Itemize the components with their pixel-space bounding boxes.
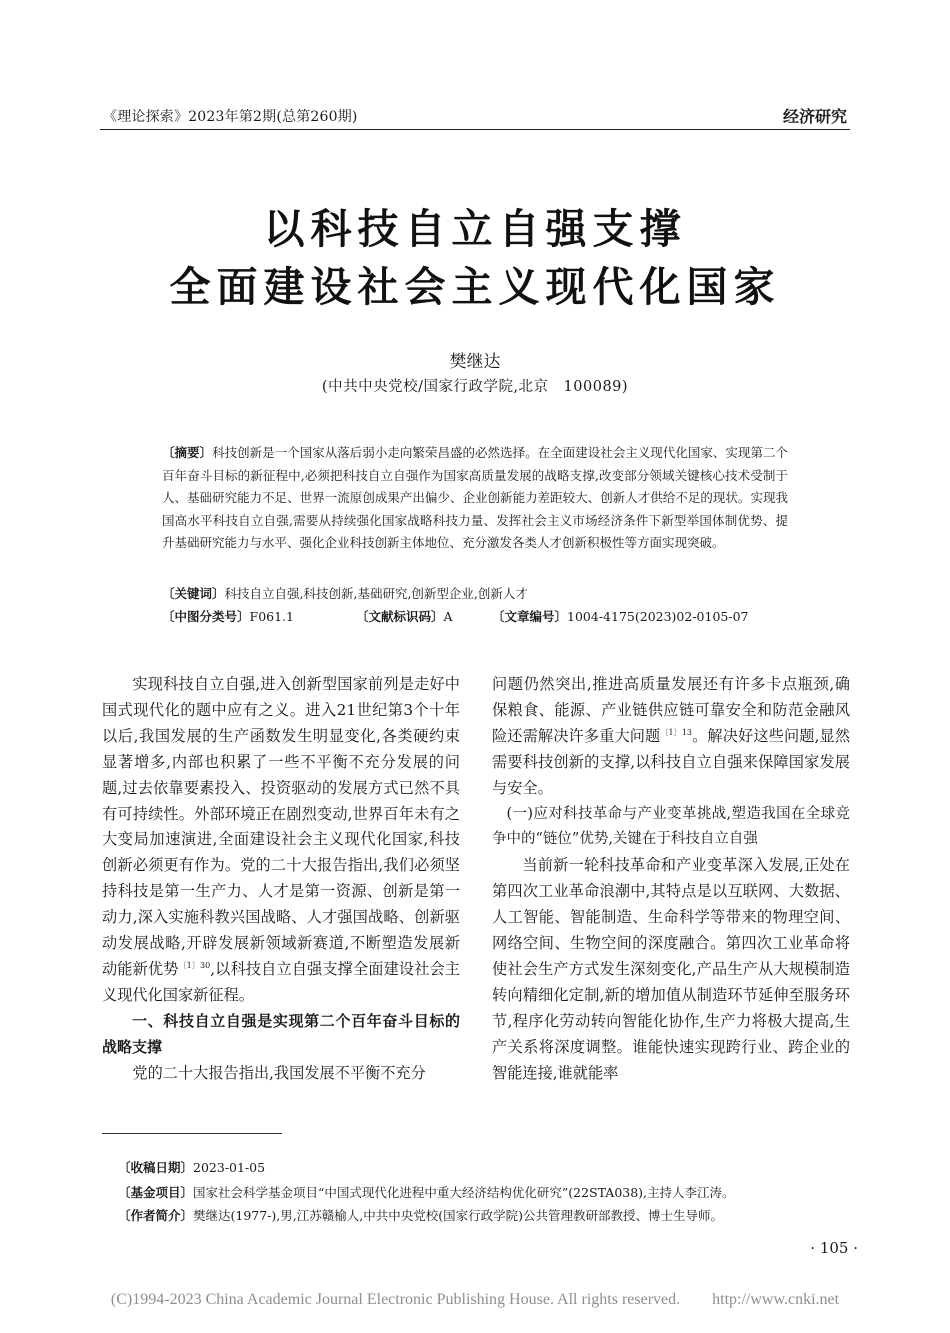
doc-value: A — [443, 609, 453, 624]
received-label: 〔收稿日期〕 — [118, 1160, 194, 1175]
doc-label: 〔文献标识码〕 — [356, 609, 444, 624]
article-title-line1: 以科技自立自强支撑 — [263, 205, 687, 253]
header-divider — [100, 129, 850, 130]
paragraph-text: 实现科技自立自强,进入创新型国家前列是走好中国式现代化的题中应有之义。进入21世纪第3个十年以后,我国发展的生产函数发生明显变化,各类硬约束显著增多,内部也积累了一些不平衡不充分发展的问题,过去依靠要素投入、投资驱动的发展方式已然不具有可持续性。外部环境正在剧烈变动,世界百年未有之大变局加速演进,全面建设社会主义现代化国家,科技创新必须更有作为。党的二十大报告指出,我们必须坚持科技是第一生产力、人才是第一资源、创新是第一动力,深入实施科教兴国战略、人才强国战略、创新驱动发展战略,开辟发展新领域新赛道,不断塑造发展新动能新优势 — [102, 675, 460, 978]
received-value: 2023-01-05 — [193, 1160, 266, 1175]
author-bio-label: 〔作者简介〕 — [118, 1208, 194, 1223]
paragraph: 党的二十大报告指出,我国发展不平衡不充分 — [132, 1063, 426, 1082]
citation-ref: 〔1〕13 — [660, 727, 692, 737]
subsection-heading: (一)应对科技革命与产业变革挑战,塑造我国在全球竞争中的“链位”优势,关键在于科技自立自强 — [492, 805, 850, 848]
footnote-fund — [118, 1183, 838, 1201]
author-affiliation: (中共中央党校/国家行政学院,北京 100089) — [321, 379, 629, 395]
paragraph-text-tail: ,以科技自立自强支撑全面建设社会主义现代化国家新征程。 — [102, 959, 460, 1004]
journal-header: 《理论探索》2023年第2期(总第260期) — [103, 109, 358, 125]
clc-code — [162, 607, 294, 625]
page-number: · 105 · — [810, 1239, 858, 1257]
clc-value: F061.1 — [249, 609, 294, 624]
author-bio-value: 樊继达(1977-),男,江苏赣榆人,中共中央党校(国家行政学院)公共管理教研部教授、博士生导师。 — [193, 1208, 723, 1223]
abstract — [162, 442, 788, 555]
paragraph-text-tail: 。解决好这些问题,显然需要科技创新的支撑,以科技自立自强来保障国家发展与安全。 — [492, 726, 851, 797]
keywords-label: 〔关键词〕 — [162, 586, 225, 601]
abstract-label: 〔摘要〕 — [162, 445, 213, 460]
section-heading: 一、科技自立自强是实现第二个百年奋斗目标的战略支撑 — [102, 1011, 460, 1056]
article-number — [492, 607, 749, 625]
keywords-text: 科技自立自强,科技创新,基础研究,创新型企业,创新人才 — [224, 586, 528, 601]
article-label: 〔文章编号〕 — [492, 609, 568, 624]
citation-ref: 〔1〕30 — [178, 960, 211, 970]
fund-label: 〔基金项目〕 — [118, 1185, 194, 1200]
footnote-author — [118, 1206, 838, 1224]
author-name: 樊继达 — [449, 352, 501, 372]
article-value: 1004-4175(2023)02-0105-07 — [567, 609, 749, 624]
paragraph-text: 问题仍然突出,推进高质量发展还有许多卡点瓶颈,确保粮食、能源、产业链供应链可靠安全和防范金融风险还需解决许多重大问题 — [492, 675, 850, 745]
doc-code — [356, 607, 453, 625]
fund-value: 国家社会科学基金项目“中国式现代化进程中重大经济结构优化研究”(22STA038),主持人李江涛。 — [193, 1185, 735, 1200]
section-label: 经济研究 — [782, 107, 847, 126]
body-column-right — [492, 672, 850, 1087]
footnote-divider — [102, 1133, 282, 1134]
body-column-left — [102, 672, 460, 1087]
copyright-watermark: (C)1994-2023 China Academic Journal Electronic Publishing House. All rights reserved. http://www.cnki.net — [110, 1291, 840, 1308]
footnote-received — [118, 1158, 838, 1176]
keywords — [162, 584, 788, 602]
paragraph: 当前新一轮科技革命和产业变革深入发展,正处在第四次工业革命浪潮中,其特点是以互联网、大数据、人工智能、智能制造、生命科学等带来的物理空间、网络空间、生物空间的深度融合。第四次工业革命将使社会生产方式发生深刻变化,产品生产从大规模制造转向精细化定制,新的增加值从制造环节延伸至服务环节,程序化劳动转向智能化协作,生产力将极大提高,生产关系将深度调整。谁能快速实现跨行业、跨企业的智能连接,谁就能率 — [492, 856, 850, 1082]
clc-label: 〔中图分类号〕 — [162, 609, 250, 624]
article-title-line2: 全面建设社会主义现代化国家 — [169, 263, 781, 311]
abstract-text: 科技创新是一个国家从落后弱小走向繁荣昌盛的必然选择。在全面建设社会主义现代化国家、实现第二个百年奋斗目标的新征程中,必须把科技自立自强作为国家高质量发展的战略支撑,改变部分领域关键核心技术受制于人、基础研究能力不足、世界一流原创成果产出偏少、企业创新能力差距较大、创新人才供给不足的现状。实现我国高水平科技自立自强,需要从持续强化国家战略科技力量、发挥社会主义市场经济条件下新型举国体制优势、提升基础研究能力与水平、强化企业科技创新主体地位、充分激发各类人才创新积极性等方面实现突破。 — [162, 445, 788, 550]
paragraph — [102, 672, 460, 1009]
paragraph — [492, 672, 850, 802]
